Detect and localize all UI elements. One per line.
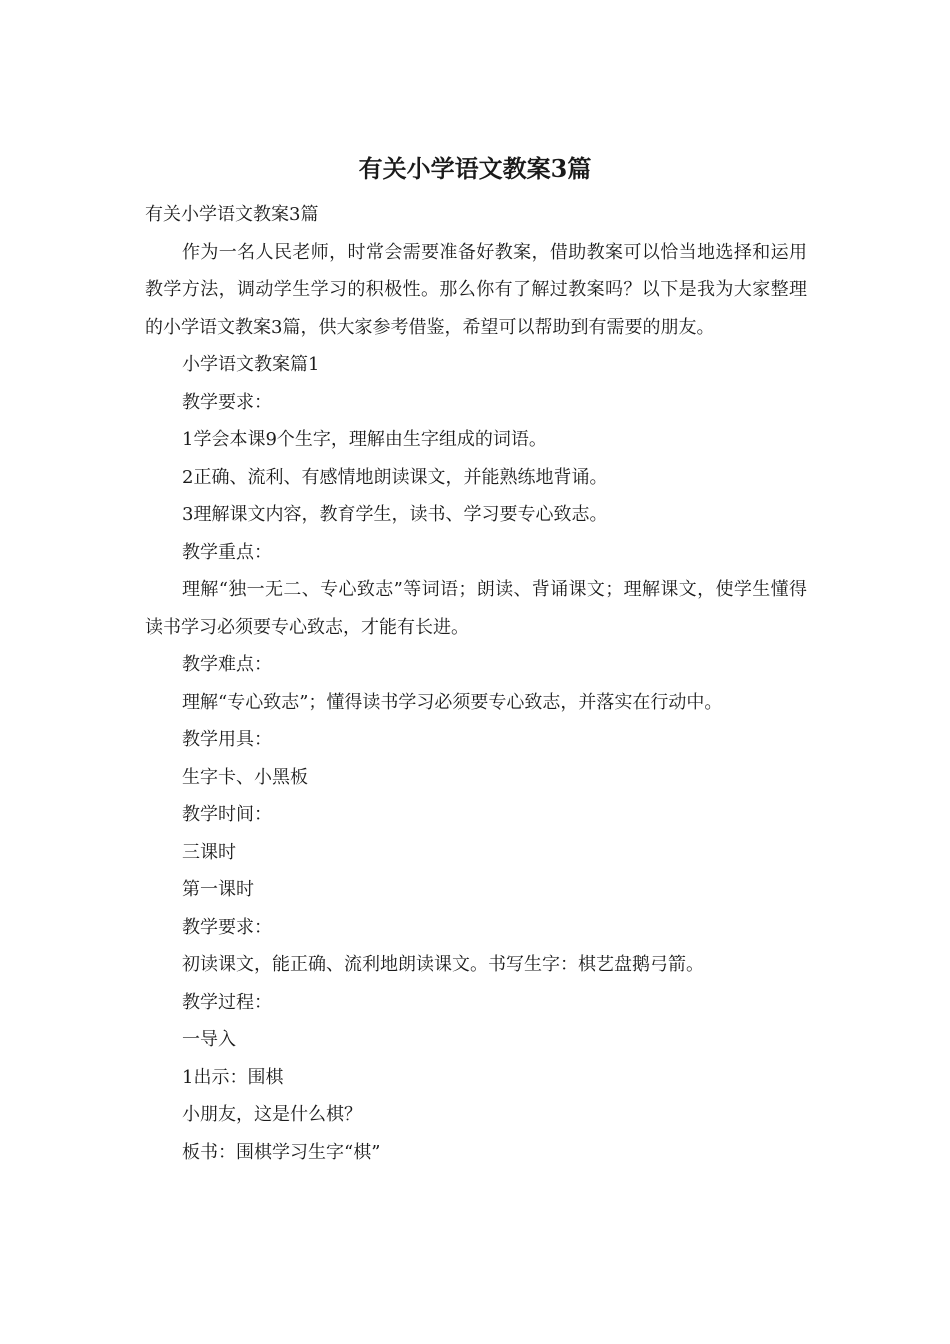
- paragraph: 教学过程：: [182, 991, 272, 1013]
- document-subtitle: 有关小学语文教案3篇: [145, 204, 319, 225]
- paragraph: 板书：围棋学习生字“棋”: [182, 1141, 381, 1163]
- paragraph: 教学要求：: [182, 916, 272, 938]
- paragraph: 一导入: [182, 1029, 236, 1050]
- paragraph: 教学要求：: [182, 391, 272, 413]
- paragraph: 第一课时: [182, 879, 254, 900]
- paragraph: 初读课文，能正确、流利地朗读课文。书写生字：棋艺盘鹅弓箭。: [182, 954, 704, 975]
- paragraph: 2正确、流利、有感情地朗读课文，并能熟练地背诵。: [182, 466, 608, 488]
- paragraph: 理解“独一无二、专心致志”等词语；朗读、背诵课文；理解课文，使学生懂得读书学习必须要专心致志，才能有长进。: [145, 579, 807, 638]
- paragraph: 教学用具：: [182, 729, 272, 750]
- paragraph: 小学语文教案篇1: [182, 354, 320, 375]
- paragraph: 3理解课文内容，教育学生，读书、学习要专心致志。: [182, 504, 608, 525]
- paragraph: 小朋友，这是什么棋？: [182, 1104, 362, 1125]
- paragraph: 教学重点：: [182, 541, 272, 563]
- paragraph: 理解“专心致志”；懂得读书学习必须要专心致志，并落实在行动中。: [182, 691, 723, 713]
- document-body: [145, 196, 807, 1171]
- paragraph: 生字卡、小黑板: [182, 766, 308, 788]
- paragraph: 三课时: [182, 841, 236, 863]
- paragraph: 教学难点：: [182, 654, 272, 675]
- paragraph: 1学会本课9个生字，理解由生字组成的词语。: [182, 429, 547, 450]
- paragraph: 作为一名人民老师，时常会需要准备好教案，借助教案可以恰当地选择和运用教学方法，调动学生学习的积极性。那么你有了解过教案吗？以下是我为大家整理的小学语文教案3篇，供大家参考借鉴，希望可以帮助到有需要的朋友。: [145, 241, 807, 338]
- paragraph: 教学时间：: [182, 804, 272, 825]
- paragraph: 1出示：围棋: [182, 1066, 284, 1088]
- document-title: 有关小学语文教案3篇: [358, 154, 592, 183]
